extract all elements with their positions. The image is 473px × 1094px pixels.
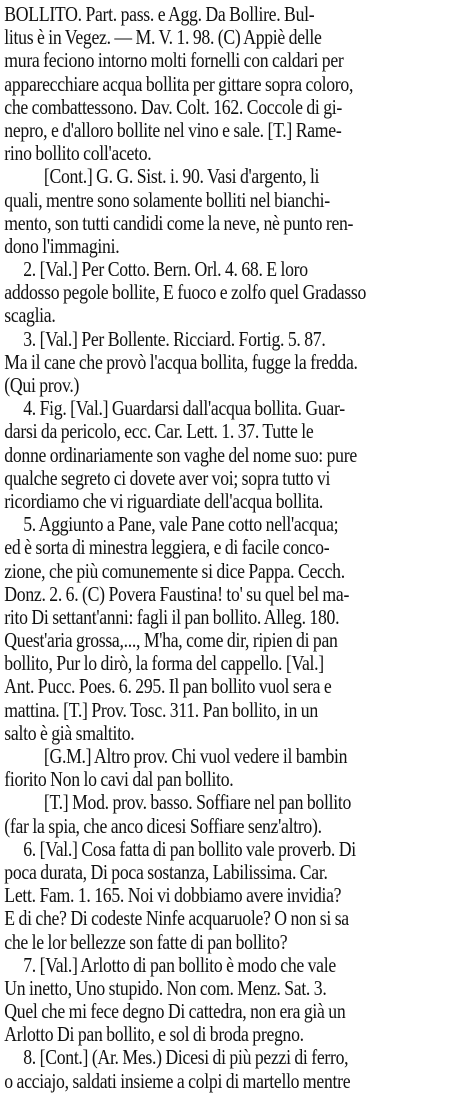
text-line: Quel che mi fece degno Di cattedra, non era già un bbox=[4, 1001, 346, 1024]
text-line: 7. [Val.] Arlotto di pan bollito è modo che vale bbox=[23, 954, 336, 977]
text-line: 6. [Val.] Cosa fatta di pan bollito vale proverb. Di bbox=[23, 838, 356, 861]
text-line: darsi da pericolo, ecc. Car. Lett. 1. 37. Tutte le bbox=[4, 421, 314, 444]
text-line: Quest'aria grossa,..., M'ha, come dir, ripien di pan bbox=[4, 630, 338, 653]
text-line: [Cont.] G. G. Sist. i. 90. Vasi d'argento, li bbox=[43, 166, 320, 189]
text-line: BOLLITO. Part. pass. e Agg. Da Bollire. Bul- bbox=[4, 4, 315, 26]
text-line: che le lor bellezze son fatte di pan bollito? bbox=[4, 931, 288, 954]
text-line: mura feciono intorno molti fornelli con caldari per bbox=[4, 50, 344, 73]
text-line: ricordiamo che vi riguardiate dell'acqua bollita. bbox=[4, 490, 324, 513]
text-line: 2. [Val.] Per Cotto. Bern. Orl. 4. 68. E loro bbox=[23, 259, 308, 282]
text-line: Donz. 2. 6. (C) Povera Faustina! to' su quel bel ma- bbox=[4, 583, 350, 606]
text-line: rito Di settant'anni: fagli il pan bollito. Alleg. 180. bbox=[4, 606, 340, 629]
text-line: Un inetto, Uno stupido. Non com. Menz. Sat. 3. bbox=[4, 977, 327, 1000]
text-line: Arlotto Di pan bollito, e sol di broda pregno. bbox=[4, 1024, 304, 1047]
text-line: [G.M.] Altro prov. Chi vuol vedere il bambin bbox=[43, 746, 348, 768]
text-line: mento, son tutti candidi come la neve, nè punto ren- bbox=[4, 212, 354, 235]
text-line: 4. Fig. [Val.] Guardarsi dall'acqua bollita. Guar- bbox=[23, 398, 345, 421]
text-line: o acciajo, saldati insieme a colpi di martello mentre bbox=[4, 1070, 351, 1093]
text-line: rino bollito coll'aceto. bbox=[4, 143, 152, 166]
text-line: E di che? Di codeste Ninfe acquaruole? O non si sa bbox=[4, 908, 349, 931]
text-line: (Qui prov.) bbox=[4, 375, 80, 397]
text-line: che combattessono. Dav. Colt. 162. Coccole di gi- bbox=[4, 96, 342, 119]
text-line: bollito, Pur lo dirò, la forma del cappello. [Val.] bbox=[4, 653, 324, 676]
text-line: Ant. Pucc. Poes. 6. 295. Il pan bollito vuol sera e bbox=[4, 676, 332, 699]
text-line: litus è in Vegez. — M. V. 1. 98. (C) Appiè delle bbox=[4, 27, 322, 50]
text-line: qualche segreto ci dovete aver voi; sopra tutto vi bbox=[4, 467, 331, 490]
text-line: Ma il cane che provò l'acqua bollita, fugge la fredda. bbox=[4, 351, 358, 374]
text-line: 5. Aggiunto a Pane, vale Pane cotto nell'acqua; bbox=[23, 514, 339, 537]
text-line: 3. [Val.] Per Bollente. Ricciard. Fortig. 5. 87. bbox=[23, 328, 326, 351]
text-line: quali, mentre sono solamente bolliti nel bianchi- bbox=[4, 189, 330, 212]
text-line: salto è già smaltito. bbox=[4, 722, 135, 745]
text-line: [T.] Mod. prov. basso. Soffiare nel pan bollito bbox=[43, 792, 352, 815]
text-line: addosso pegole bollite, E fuoco e zolfo quel Gradasso bbox=[4, 282, 367, 305]
text-line: apparecchiare acqua bollita per gittare sopra coloro, bbox=[4, 73, 354, 96]
text-line: (far la spia, che anco dicesi Soffiare senz'altro). bbox=[4, 815, 322, 838]
text-line: zione, che più comunemente si dice Pappa. Cecch. bbox=[4, 560, 345, 583]
text-line: donne ordinariamente son vaghe del nome suo: pure bbox=[4, 444, 357, 467]
text-line: scaglia. bbox=[4, 305, 56, 328]
text-line: nepro, e d'alloro bollite nel vino e sale. [T.] Rame- bbox=[4, 119, 342, 142]
text-line: dono l'immagini. bbox=[4, 235, 120, 258]
text-line: poca durata, Di poca sostanza, Labilissima. Car. bbox=[4, 861, 328, 884]
text-line: 8. [Cont.] (Ar. Mes.) Dicesi di più pezzi di ferro, bbox=[23, 1047, 349, 1070]
text-line: Lett. Fam. 1. 165. Noi vi dobbiamo avere invidia? bbox=[4, 885, 342, 908]
text-line: fiorito Non lo cavi dal pan bollito. bbox=[4, 769, 234, 792]
text-line: ed è sorta di minestra leggiera, e di facile conco- bbox=[4, 537, 330, 560]
text-line: mattina. [T.] Prov. Tosc. 311. Pan bollito, in un bbox=[4, 699, 318, 722]
